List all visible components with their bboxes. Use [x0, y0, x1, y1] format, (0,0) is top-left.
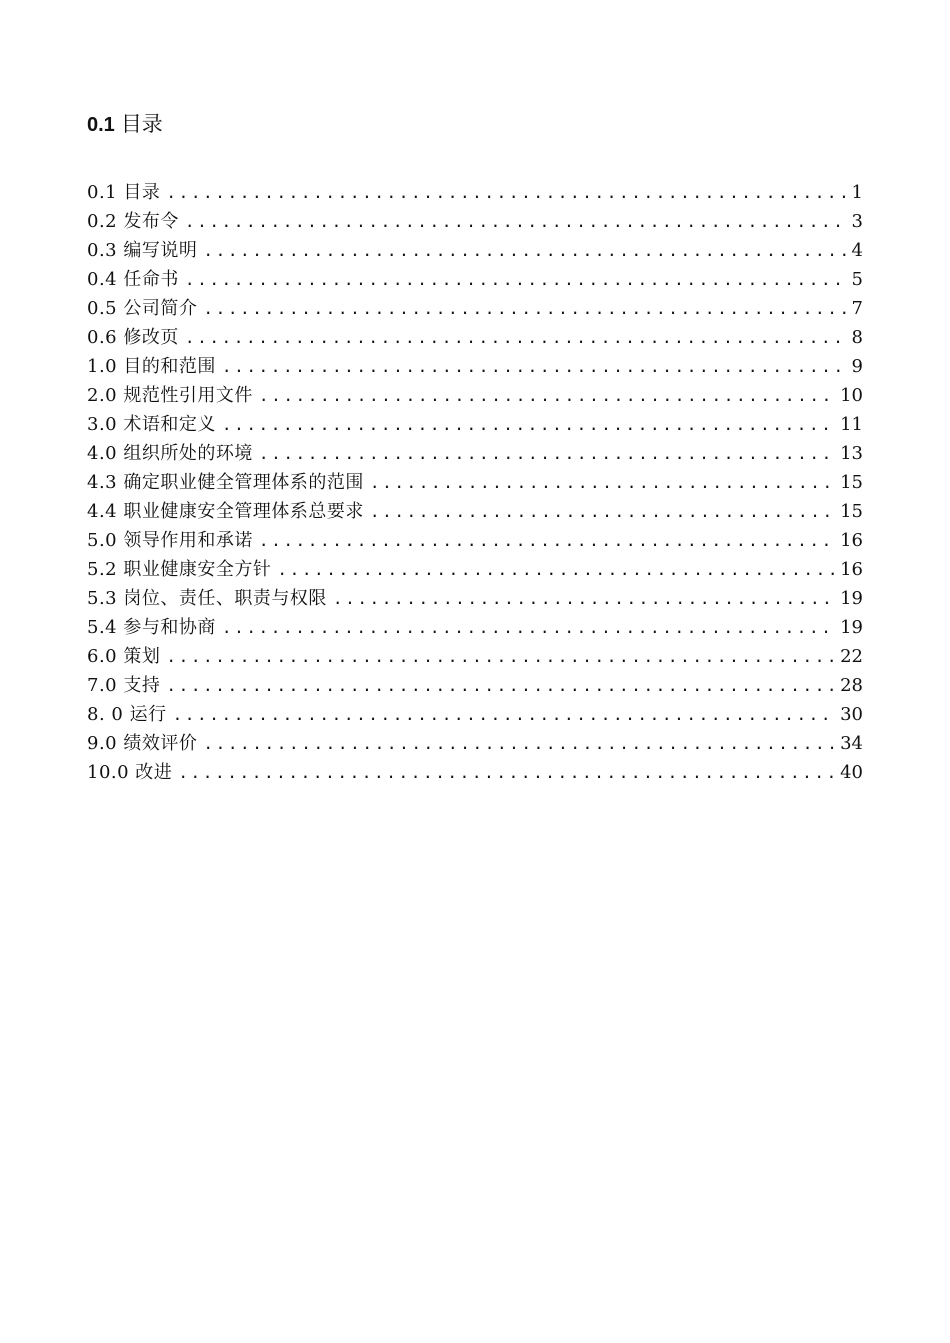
toc-entry-page-number: 22 — [840, 646, 863, 667]
toc-entry-page-number: 1 — [851, 182, 863, 203]
toc-entry-page-number: 3 — [851, 211, 863, 232]
toc-entry-title: 5.4 参与和协商 — [87, 617, 216, 638]
toc-entry-title: 10.0 改进 — [87, 762, 173, 783]
toc-entry-page-number: 15 — [840, 472, 863, 493]
toc-entry-page-number: 40 — [840, 762, 863, 783]
dot-leader — [259, 439, 836, 468]
table-of-contents — [87, 178, 863, 787]
toc-entry-page-number: 34 — [840, 733, 863, 754]
toc-entry-title: 0.1 目录 — [87, 182, 161, 203]
toc-entry[interactable] — [87, 294, 863, 323]
toc-entry-page-number: 16 — [840, 559, 863, 580]
toc-entry-page-number: 11 — [840, 414, 863, 435]
toc-entry[interactable] — [87, 410, 863, 439]
toc-entry-page-number: 4 — [851, 240, 863, 261]
dot-leader — [222, 613, 836, 642]
dot-leader — [222, 410, 836, 439]
dot-leader — [203, 294, 847, 323]
dot-leader — [166, 178, 847, 207]
toc-entry[interactable] — [87, 642, 863, 671]
toc-heading-title: 目录 — [120, 112, 163, 136]
dot-leader — [277, 555, 836, 584]
toc-entry-title: 7.0 支持 — [87, 675, 161, 696]
toc-entry[interactable] — [87, 497, 863, 526]
toc-entry[interactable] — [87, 526, 863, 555]
toc-entry-page-number: 30 — [840, 704, 863, 725]
toc-entry-page-number: 7 — [851, 298, 863, 319]
toc-entry[interactable] — [87, 352, 863, 381]
toc-entry[interactable] — [87, 671, 863, 700]
dot-leader — [222, 352, 848, 381]
toc-entry-title: 6.0 策划 — [87, 646, 161, 667]
dot-leader — [166, 642, 836, 671]
toc-entry-title: 3.0 术语和定义 — [87, 414, 216, 435]
toc-entry-page-number: 19 — [840, 588, 863, 609]
dot-leader — [166, 671, 836, 700]
toc-entry-page-number: 10 — [840, 385, 863, 406]
toc-entry-title: 0.6 修改页 — [87, 327, 179, 348]
toc-entry[interactable] — [87, 207, 863, 236]
toc-entry-page-number: 16 — [840, 530, 863, 551]
toc-entry-page-number: 9 — [851, 356, 863, 377]
toc-entry-page-number: 19 — [840, 617, 863, 638]
toc-entry[interactable] — [87, 758, 863, 787]
toc-entry-title: 4.4 职业健康安全管理体系总要求 — [87, 501, 364, 522]
toc-entry[interactable] — [87, 700, 863, 729]
toc-heading-number: 0.1 — [87, 114, 115, 136]
dot-leader — [259, 526, 836, 555]
dot-leader — [178, 758, 836, 787]
toc-entry-title: 8. 0 运行 — [87, 704, 167, 725]
toc-entry-page-number: 8 — [851, 327, 863, 348]
dot-leader — [185, 323, 848, 352]
toc-entry-title: 0.3 编写说明 — [87, 240, 198, 261]
toc-heading — [87, 109, 163, 140]
dot-leader — [203, 729, 836, 758]
toc-entry-title: 0.4 任命书 — [87, 269, 179, 290]
dot-leader — [173, 700, 837, 729]
toc-entry-title: 5.0 领导作用和承诺 — [87, 530, 253, 551]
toc-entry[interactable] — [87, 555, 863, 584]
toc-entry-title: 0.2 发布令 — [87, 211, 179, 232]
toc-entry-title: 1.0 目的和范围 — [87, 356, 216, 377]
toc-entry[interactable] — [87, 236, 863, 265]
toc-entry-page-number: 15 — [840, 501, 863, 522]
dot-leader — [259, 381, 836, 410]
toc-entry[interactable] — [87, 265, 863, 294]
dot-leader — [370, 468, 836, 497]
toc-entry[interactable] — [87, 613, 863, 642]
toc-entry[interactable] — [87, 323, 863, 352]
toc-entry-title: 2.0 规范性引用文件 — [87, 385, 253, 406]
toc-entry[interactable] — [87, 178, 863, 207]
toc-entry-title: 5.3 岗位、责任、职责与权限 — [87, 588, 327, 609]
toc-entry[interactable] — [87, 381, 863, 410]
toc-entry-title: 9.0 绩效评价 — [87, 733, 198, 754]
toc-entry-page-number: 5 — [851, 269, 863, 290]
toc-entry-title: 4.3 确定职业健全管理体系的范围 — [87, 472, 364, 493]
dot-leader — [333, 584, 836, 613]
toc-entry-title: 5.2 职业健康安全方针 — [87, 559, 272, 580]
dot-leader — [185, 265, 848, 294]
toc-entry-page-number: 28 — [840, 675, 863, 696]
toc-entry[interactable] — [87, 729, 863, 758]
toc-entry-title: 0.5 公司简介 — [87, 298, 198, 319]
dot-leader — [203, 236, 847, 265]
dot-leader — [185, 207, 848, 236]
toc-entry[interactable] — [87, 584, 863, 613]
dot-leader — [370, 497, 836, 526]
toc-entry-page-number: 13 — [840, 443, 863, 464]
toc-entry[interactable] — [87, 468, 863, 497]
toc-entry-title: 4.0 组织所处的环境 — [87, 443, 253, 464]
toc-entry[interactable] — [87, 439, 863, 468]
